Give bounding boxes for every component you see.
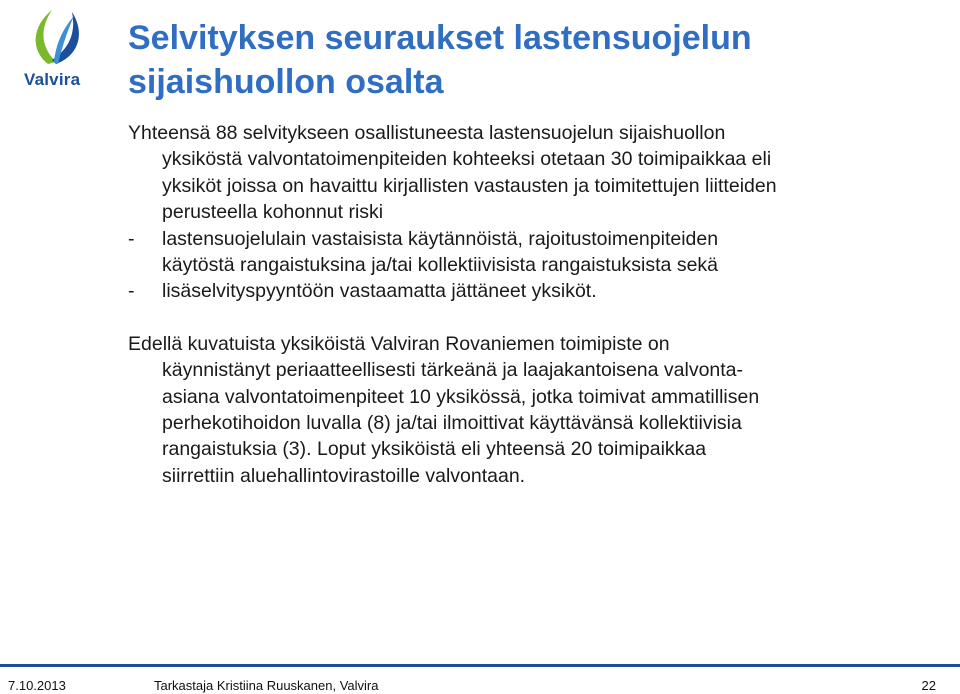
valvira-leaf-icon <box>26 6 90 68</box>
bullet-item <box>128 278 938 304</box>
text-line: perhekotihoidon luvalla (8) ja/tai ilmoittivat käyttävänsä kollektiivisia <box>162 412 742 435</box>
valvira-logo <box>18 6 98 94</box>
paragraph-2 <box>128 331 938 489</box>
bullet-text-continued: käytöstä rangaistuksina ja/tai kollektiivisista rangaistuksista sekä <box>162 254 719 277</box>
text-line: yksiköt joissa on havaittu kirjallisten vastausten ja toimitettujen liitteiden <box>162 174 777 197</box>
bullet-text: lisäselvityspyyntöön vastaamatta jättäneet yksiköt. <box>162 280 597 303</box>
text-line: asiana valvontatoimenpiteet 10 yksikössä, jotka toimivat ammatillisen <box>162 385 760 408</box>
logo-wordmark: Valvira <box>24 70 81 89</box>
bullet-dash: - <box>128 227 135 250</box>
bullet-dash: - <box>128 280 135 303</box>
text-line: perusteella kohonnut riski <box>162 201 384 224</box>
text-line: rangaistuksia (3). Loput yksiköistä eli yhteensä 20 toimipaikkaa <box>162 438 707 461</box>
footer-divider <box>0 664 960 667</box>
footer-date: 7.10.2013 <box>8 678 66 693</box>
text-line: siirrettiin aluehallintovirastoille valvontaan. <box>162 464 526 487</box>
paragraph-1 <box>128 120 938 305</box>
footer-author: Tarkastaja Kristiina Ruuskanen, Valvira <box>154 678 379 693</box>
bullet-item <box>128 226 938 252</box>
text-line: Yhteensä 88 selvitykseen osallistuneesta lastensuojelun sijaishuollon <box>128 122 726 144</box>
slide-body <box>128 120 938 489</box>
text-line: yksiköstä valvontatoimenpiteiden kohteeksi otetaan 30 toimipaikkaa eli <box>162 148 772 171</box>
slide-footer <box>0 678 960 694</box>
text-line: käynnistänyt periaatteellisesti tärkeänä ja laajakantoisena valvonta- <box>162 359 744 382</box>
text-line: Edellä kuvatuista yksiköistä Valviran Rovaniemen toimipiste on <box>128 332 670 355</box>
slide-title: Selvityksen seuraukset lastensuojelun sijaishuollon osalta <box>128 19 752 101</box>
page-number: 22 <box>921 678 936 693</box>
bullet-text: lastensuojelulain vastaisista käytännöistä, rajoitustoimenpiteiden <box>162 227 719 250</box>
